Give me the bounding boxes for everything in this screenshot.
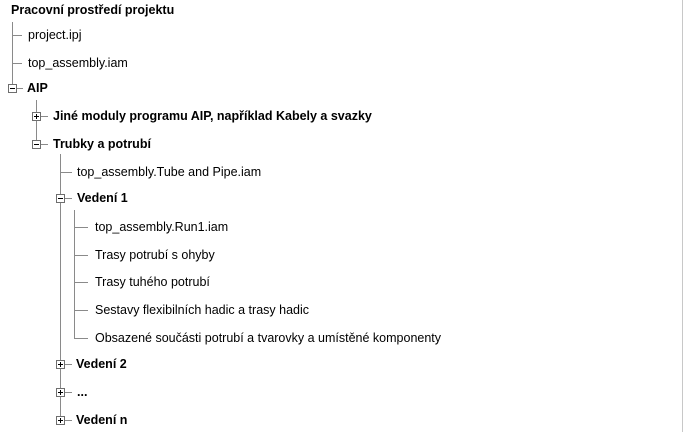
tree-line	[74, 210, 75, 338]
tree-node-label: Trasy potrubí s ohyby	[95, 248, 215, 262]
tree-node-label: top_assembly.iam	[28, 56, 128, 70]
tree-node-label: AIP	[27, 81, 48, 95]
collapse-run1-icon[interactable]	[56, 194, 65, 203]
tree-line	[65, 420, 72, 421]
tree-line	[65, 392, 72, 393]
tree-node-label: Jiné moduly programu AIP, například Kabely a svazky	[53, 109, 372, 123]
tree-line	[74, 310, 88, 311]
expand-run2-icon[interactable]	[56, 360, 65, 369]
tree-node-label: Sestavy flexibilních hadic a trasy hadic	[95, 303, 309, 317]
tree-node-label: top_assembly.Tube and Pipe.iam	[77, 165, 262, 179]
tree-line	[12, 35, 22, 36]
tree-line	[65, 198, 72, 199]
collapse-aip-icon[interactable]	[8, 84, 17, 93]
tree-node-label: Obsazené součásti potrubí a tvarovky a umístěné komponenty	[95, 331, 442, 345]
tree-line	[74, 255, 88, 256]
tree-line	[65, 364, 72, 365]
expand-other-modules-icon[interactable]	[32, 112, 41, 121]
tree-node-label: Pracovní prostředí projektu	[11, 3, 175, 17]
tree-line	[74, 338, 88, 339]
tree-line	[36, 100, 37, 145]
tree-line	[41, 116, 48, 117]
tree-node-label: Trasy tuhého potrubí	[95, 275, 210, 289]
tree-line	[12, 63, 22, 64]
tree-line	[74, 282, 88, 283]
tree-line	[12, 22, 13, 88]
tree-line	[41, 144, 48, 145]
tree-line	[74, 227, 88, 228]
expand-runn-icon[interactable]	[56, 416, 65, 425]
tree-line	[17, 88, 23, 89]
tree-node-label: Vedení 1	[77, 191, 128, 205]
collapse-tube-pipe-icon[interactable]	[32, 140, 41, 149]
tree-node-label: Trubky a potrubí	[53, 137, 151, 151]
tree-node-label: project.ipj	[28, 28, 82, 42]
tree-node-label: ...	[77, 385, 88, 399]
tree-node-label: top_assembly.Run1.iam	[95, 220, 229, 234]
tree-node-label: Vedení 2	[76, 357, 127, 371]
tree-line	[60, 172, 72, 173]
expand-ellipsis-icon[interactable]	[56, 388, 65, 397]
tree-node-label: Vedení n	[76, 413, 128, 427]
